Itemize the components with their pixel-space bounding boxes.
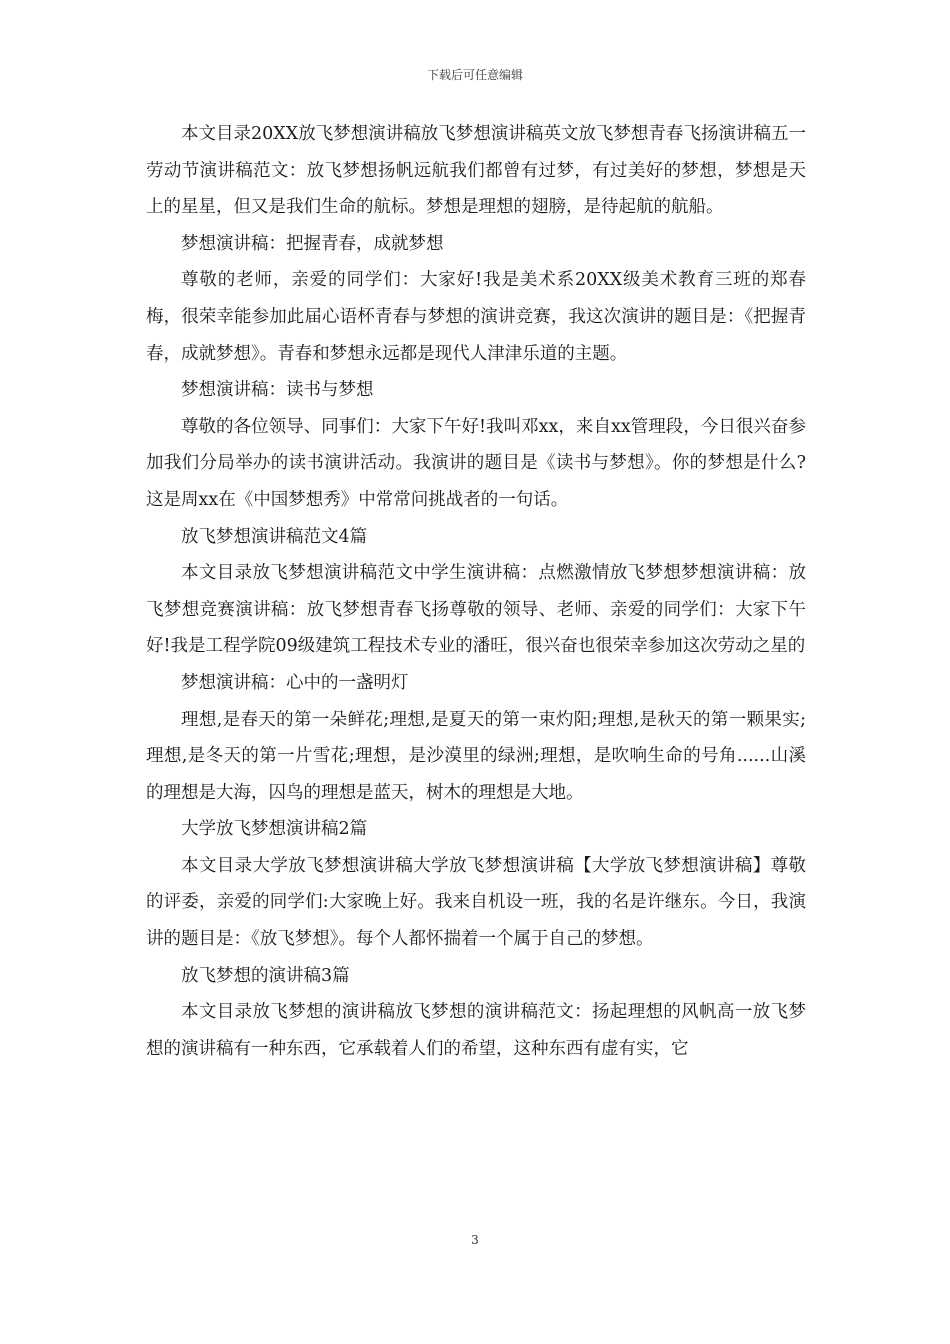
paragraph: 尊敬的老师，亲爱的同学们：大家好!我是美术系20XX级美术教育三班的郑春梅，很荣幸能参加此届心语杯青春与梦想的演讲竞赛，我这次演讲的题目是：《把握青春，成就梦想》。青春和梦想永远都是现代人津津乐道的主题。 xyxy=(146,270,806,364)
section-heading: 梦想演讲稿：把握青春，成就梦想 xyxy=(181,233,444,254)
paragraph: 理想,是春天的第一朵鲜花;理想,是夏天的第一束灼阳;理想,是秋天的第一颗果实;理想,是冬天的第一片雪花;理想，是沙漠里的绿洲;理想，是吹响生命的号角......山溪的理想是大海，囚鸟的理想是蓝天，树木的理想是大地。 xyxy=(146,709,806,803)
paragraph: 本文目录放飞梦想演讲稿范文中学生演讲稿：点燃激情放飞梦想梦想演讲稿：放飞梦想竞赛演讲稿：放飞梦想青春飞扬尊敬的领导、老师、亲爱的同学们：大家下午好!我是工程学院09级建筑工程技术专业的潘旺，很兴奋也很荣幸参加这次劳动之星的 xyxy=(146,563,806,657)
paragraph: 本文目录20XX放飞梦想演讲稿放飞梦想演讲稿英文放飞梦想青春飞扬演讲稿五一劳动节演讲稿范文：放飞梦想扬帆远航我们都曾有过梦，有过美好的梦想，梦想是天上的星星，但又是我们生命的航标。梦想是理想的翅膀，是待起航的航船。 xyxy=(146,124,806,218)
paragraph: 尊敬的各位领导、同事们：大家下午好!我叫邓xx，来自xx管理段，今日很兴奋参加我们分局举办的读书演讲活动。我演讲的题目是《读书与梦想》。你的梦想是什么?这是周xx在《中国梦想秀》中常常问挑战者的一句话。 xyxy=(146,416,806,510)
page-header: 下载后可任意编辑 xyxy=(426,68,523,82)
paragraph: 本文目录放飞梦想的演讲稿放飞梦想的演讲稿范文：扬起理想的风帆高一放飞梦想的演讲稿有一种东西，它承载着人们的希望，这种东西有虚有实，它 xyxy=(146,1002,806,1059)
section-heading: 大学放飞梦想演讲稿2篇 xyxy=(181,819,368,840)
section-heading: 梦想演讲稿：读书与梦想 xyxy=(181,380,374,401)
section-heading: 放飞梦想演讲稿范文4篇 xyxy=(181,526,368,547)
page-number: 3 xyxy=(471,1233,479,1247)
section-heading: 放飞梦想的演讲稿3篇 xyxy=(181,965,350,986)
section-heading: 梦想演讲稿：心中的一盏明灯 xyxy=(181,672,409,693)
paragraph: 本文目录大学放飞梦想演讲稿大学放飞梦想演讲稿【大学放飞梦想演讲稿】尊敬的评委，亲爱的同学们:大家晚上好。我来自机设一班，我的名是许继东。今日，我演讲的题目是：《放飞梦想》。每个人都怀揣着一个属于自己的梦想。 xyxy=(146,855,806,950)
document-body xyxy=(146,116,806,1067)
